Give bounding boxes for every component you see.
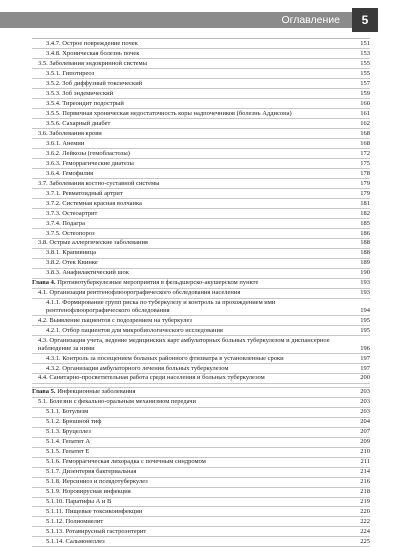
toc-page-number: 179 (360, 179, 370, 187)
toc-row[interactable] (32, 289, 370, 299)
toc-entry-title: 3.8. Острые аллергические заболевания (38, 239, 148, 247)
toc-entry-title: 5.1.14. Сальмонеллез (46, 538, 105, 546)
toc-entry-title: 3.5.1. Гипотиреоз (46, 69, 95, 77)
page-header (0, 0, 400, 38)
toc-row[interactable] (32, 468, 370, 478)
toc-chapter-row[interactable] (32, 388, 370, 398)
table-of-contents (32, 38, 370, 547)
toc-row[interactable] (32, 219, 370, 229)
toc-entry-title: 3.7.5. Остеопороз (46, 229, 95, 237)
toc-row[interactable] (32, 507, 370, 517)
toc-row[interactable] (32, 169, 370, 179)
toc-row[interactable] (32, 119, 370, 129)
toc-row[interactable] (32, 498, 370, 508)
toc-page-number: 168 (360, 129, 370, 137)
toc-entry-title: 3.6.3. Геморрагические диатезы (46, 159, 134, 167)
toc-entry-title: 3.5. Заболевания эндокринной системы (38, 59, 148, 67)
toc-entry-title: 5.1.3. Бруцеллез (46, 428, 91, 436)
toc-entry-title: 4.3. Организация учета, ведение медицинских карт амбулаторных больных туберкулезом и диспансерное наблюдение за ними (38, 336, 330, 352)
toc-entry-title: 4.2.1. Отбор пациентов для микробиологического исследования (46, 326, 223, 334)
toc-row[interactable] (32, 364, 370, 374)
toc-entry-title: 3.6.2. Лейкозы (гемобластозы) (46, 149, 130, 157)
toc-entry-title: 5.1.1. Ботулизм (46, 408, 89, 416)
toc-page-number: 185 (360, 219, 370, 227)
toc-row[interactable] (32, 59, 370, 69)
toc-row[interactable] (32, 269, 370, 279)
toc-entry-title: 5.1.9. Норовирусная инфекция (46, 488, 131, 496)
toc-entry-title: 3.8.3. Анафилактический шок (46, 269, 129, 277)
toc-entry-title: 3.7.1. Ревматоидный артрит (46, 189, 123, 197)
toc-row[interactable] (32, 354, 370, 364)
toc-row[interactable] (32, 159, 370, 169)
toc-page-number: 190 (360, 269, 370, 277)
toc-entry-title: 3.6.1. Анемии (46, 139, 85, 147)
toc-entry-title: 3.4.8. Хроническая болезнь почек (46, 49, 140, 57)
toc-row[interactable] (32, 239, 370, 249)
chapter-title: Инфекционные заболевания (57, 388, 136, 396)
toc-page-number: 188 (360, 249, 370, 257)
toc-entry-title: 3.6.4. Гемофилия (46, 169, 94, 177)
toc-entry-title: 5.1. Болезни с фекально-оральным механизмом передачи (38, 398, 197, 406)
toc-page-number: 203 (360, 388, 370, 396)
toc-entry-title: 3.8.1. Крапивница (46, 249, 96, 257)
toc-entry-title: 3.5.4. Тиреоидит подострый (46, 99, 124, 107)
toc-row[interactable] (32, 537, 370, 547)
toc-row[interactable] (32, 209, 370, 219)
toc-page-number: 219 (360, 498, 370, 506)
toc-row[interactable] (32, 259, 370, 269)
toc-row[interactable] (32, 189, 370, 199)
toc-entry-title: 3.5.2. Зоб диффузный токсический (46, 79, 143, 87)
toc-page-number: 203 (360, 408, 370, 416)
toc-entry-title: 4.1. Организация рентгенофлюорографического обследования населения (38, 289, 241, 297)
chapter-label: Глава 4. (32, 279, 56, 287)
toc-entry-title: 4.3.1. Контроль за посещением больных районного фтизиатра в установленные сроки (46, 354, 284, 362)
toc-row[interactable] (32, 139, 370, 149)
toc-entry-title: 5.1.13. Ротавирусный гастроэнтерит (46, 528, 147, 536)
toc-row[interactable] (32, 129, 370, 139)
toc-entry-title: 5.1.4. Гепатит А (46, 438, 91, 446)
toc-page-number: 214 (360, 468, 370, 476)
toc-entry-title: 3.8.2. Отек Квинке (46, 259, 98, 267)
toc-entry-title: 5.1.7. Дизентерия бактериальная (46, 468, 137, 476)
toc-row[interactable] (32, 69, 370, 79)
toc-row[interactable] (32, 109, 370, 119)
toc-entry-title: 3.5.6. Сахарный диабет (46, 119, 111, 127)
toc-row[interactable] (32, 478, 370, 488)
toc-page-number: 197 (360, 354, 370, 362)
toc-row[interactable] (32, 438, 370, 448)
toc-page-number: 162 (360, 119, 370, 127)
toc-page-number: 159 (360, 89, 370, 97)
toc-row[interactable] (32, 517, 370, 527)
toc-row[interactable] (32, 326, 370, 336)
toc-page-number: 168 (360, 139, 370, 147)
toc-entry-title: 3.5.5. Первичная хроническая недостаточность коры надпочечников (болезнь Аддисона) (46, 109, 292, 117)
toc-page-number: 200 (360, 374, 370, 382)
toc-page-number: 179 (360, 189, 370, 197)
toc-page-number: 151 (360, 39, 370, 47)
page-number: 5 (352, 8, 378, 32)
toc-page-number: 186 (360, 229, 370, 237)
toc-entry-title: 3.4.7. Острое повреждение почек (46, 39, 138, 47)
toc-page-number: 155 (360, 69, 370, 77)
toc-page-number: 181 (360, 199, 370, 207)
toc-row[interactable] (32, 199, 370, 209)
toc-row[interactable] (32, 448, 370, 458)
toc-page-number: 182 (360, 209, 370, 217)
toc-row[interactable] (32, 299, 370, 317)
toc-row[interactable] (32, 418, 370, 428)
toc-row[interactable] (32, 249, 370, 259)
toc-row[interactable] (32, 149, 370, 159)
toc-page-number: 222 (360, 518, 370, 526)
toc-row[interactable] (32, 336, 370, 354)
toc-entry-title: 3.7.3. Остеоартрит (46, 209, 98, 217)
toc-page-number: 189 (360, 259, 370, 267)
toc-entry-title: 5.1.10. Паратифы А и В (46, 498, 112, 506)
toc-page-number: 224 (360, 528, 370, 536)
toc-entry-title: 3.5.3. Зоб эндемический (46, 89, 114, 97)
chapter-label: Глава 5. (32, 388, 56, 396)
toc-entry-title: 5.1.11. Пищевые токсикоинфекции (46, 508, 143, 516)
toc-row[interactable] (32, 89, 370, 99)
toc-page-number: 188 (360, 239, 370, 247)
header-title: Оглавление (281, 14, 340, 26)
toc-row[interactable] (32, 49, 370, 59)
toc-page-number: 225 (360, 538, 370, 546)
toc-page-number: 216 (360, 478, 370, 486)
toc-entry-title: 4.2. Выявление пациентов с подозрением на туберкулез (38, 316, 192, 324)
toc-page-number: 210 (360, 448, 370, 456)
toc-row[interactable] (32, 39, 370, 49)
toc-entry-title: 5.1.6. Геморрагическая лихорадка с почечным синдромом (46, 458, 206, 466)
toc-row[interactable] (32, 527, 370, 537)
toc-page-number: 172 (360, 149, 370, 157)
toc-entry-title: 5.1.8. Иерсиниоз и псевдотуберкулез (46, 478, 148, 486)
toc-row[interactable] (32, 229, 370, 239)
toc-row[interactable] (32, 398, 370, 408)
toc-entry-title: 3.7. Заболевания костно-суставной системы (38, 179, 160, 187)
toc-page-number: 195 (360, 316, 370, 324)
toc-page-number: 193 (360, 289, 370, 297)
toc-row[interactable] (32, 374, 370, 384)
toc-row[interactable] (32, 99, 370, 109)
toc-entry-title: 3.6. Заболевания крови (38, 129, 102, 137)
toc-row[interactable] (32, 488, 370, 498)
toc-entry-title (32, 279, 350, 287)
toc-page-number: 220 (360, 508, 370, 516)
toc-chapter-row[interactable] (32, 279, 370, 289)
toc-page-number: 175 (360, 159, 370, 167)
toc-page-number: 195 (360, 326, 370, 334)
toc-entry-title: 4.3.2. Организация амбулаторного лечения больных туберкулезом (46, 364, 229, 372)
toc-row[interactable] (32, 428, 370, 438)
toc-page-number: 157 (360, 79, 370, 87)
toc-page-number: 211 (360, 458, 370, 466)
chapter-title: Противотуберкулезные мероприятия в фельдшерско-акушерском пункте (57, 279, 259, 287)
toc-row[interactable] (32, 458, 370, 468)
toc-entry-title: 4.1.1. Формирование групп риска по туберкулезу и контроль за прохождением ими рентгенофлюорографического обследования (46, 299, 276, 314)
toc-entry-title: 5.1.12. Полиомиелит (46, 518, 104, 526)
toc-entry-title: 3.7.4. Подагра (46, 219, 85, 227)
toc-page-number: 194 (360, 306, 370, 314)
toc-page-number: 209 (360, 438, 370, 446)
toc-page-number: 204 (360, 418, 370, 426)
toc-row[interactable] (32, 408, 370, 418)
toc-page-number: 160 (360, 99, 370, 107)
toc-row[interactable] (32, 79, 370, 89)
toc-page-number: 203 (360, 398, 370, 406)
toc-page-number: 197 (360, 364, 370, 372)
toc-entry-title: 3.7.2. Системная красная волчанка (46, 199, 142, 207)
toc-entry-title: 5.1.5. Гепатит Е (46, 448, 90, 456)
toc-page-number: 161 (360, 109, 370, 117)
toc-page-number: 196 (360, 344, 370, 352)
toc-entry-title: 4.4. Санитарно-просветительная работа среди населения и больных туберкулезом (38, 374, 265, 382)
toc-row[interactable] (32, 316, 370, 326)
toc-page-number: 218 (360, 488, 370, 496)
toc-page-number: 178 (360, 169, 370, 177)
toc-entry-title (32, 388, 350, 396)
toc-page-number: 153 (360, 49, 370, 57)
toc-row[interactable] (32, 179, 370, 189)
toc-page-number: 207 (360, 428, 370, 436)
toc-page-number: 193 (360, 279, 370, 287)
toc-entry-title: 5.1.2. Брюшной тиф (46, 418, 102, 426)
toc-page-number: 155 (360, 59, 370, 67)
